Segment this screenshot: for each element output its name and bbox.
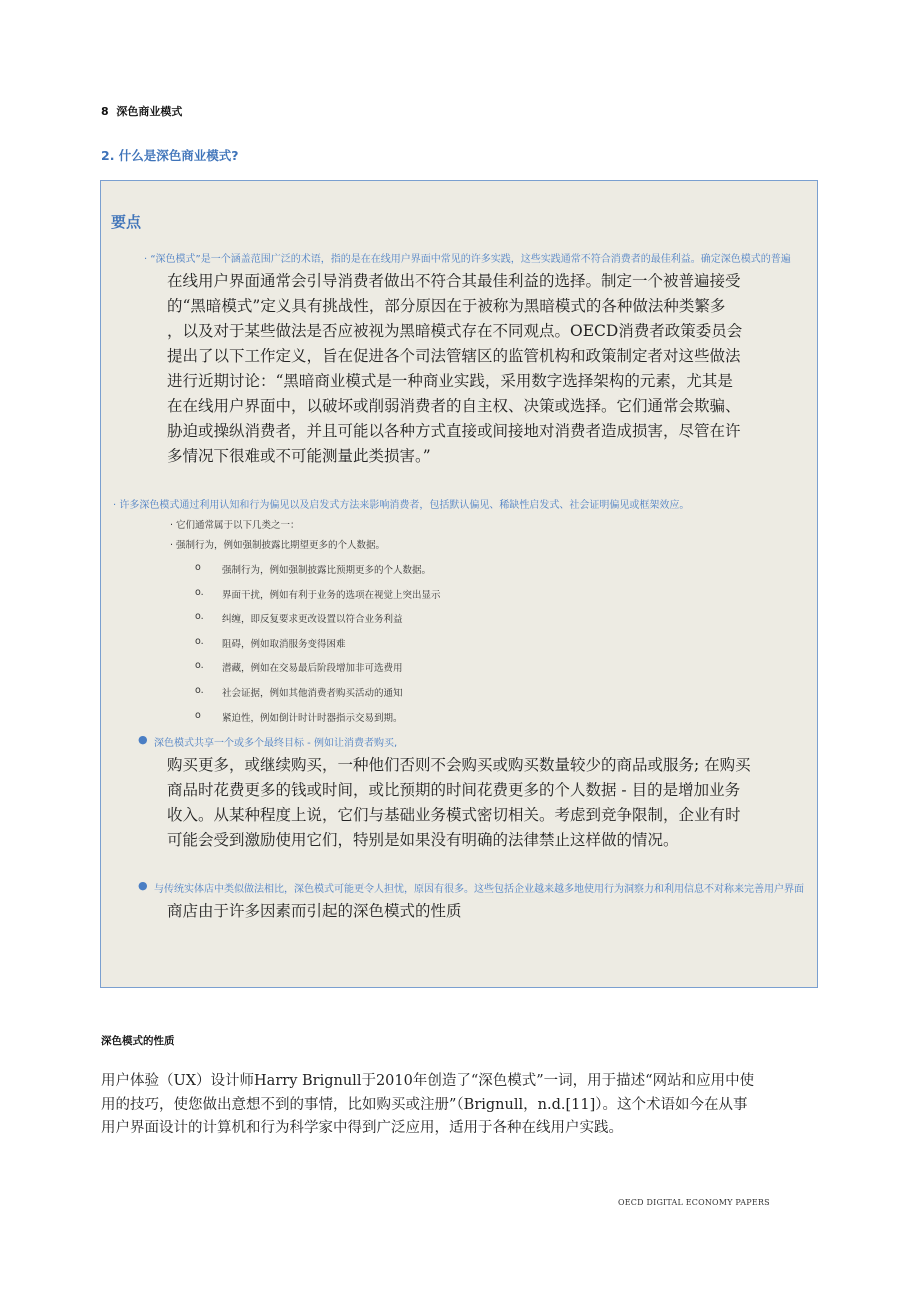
subsection-title: 深色模式的性质: [101, 1035, 175, 1047]
paragraph-line: 进行近期讨论：“黑暗商业模式是一种商业实践，采用数字选择架构的元素，尤其是: [167, 372, 733, 390]
bullet-concerns: 与传统实体店中类似做法相比，深色模式可能更令人担忧，原因有很多。这些包括企业越来越多地使用行为洞察力和利用信息不对称来完善用户界面: [154, 884, 804, 895]
category-item: 紧迫性，例如倒计时计时器指示交易到期。: [222, 713, 403, 724]
concerns-paragraph: [167, 899, 462, 924]
bullet-dot-icon: ●: [138, 879, 148, 892]
category-item: 潜藏，例如在交易最后阶段增加非可选费用: [222, 663, 403, 674]
paragraph-line: 商品时花费更多的钱或时间，或比预期的时间花费更多的个人数据 - 目的是增加业务: [167, 781, 741, 799]
category-item: 强制行为，例如强制披露比预期更多的个人数据。: [222, 565, 432, 576]
paragraph-line: 收入。从某种程度上说，它们与基础业务模式密切相关。考虑到竞争限制，企业有时: [167, 806, 741, 824]
paragraph-line: 在线用户界面通常会引导消费者做出不符合其最佳利益的选择。制定一个被普遍接受: [167, 272, 741, 290]
paragraph-line: ，以及对于某些做法是否应被视为黑暗模式存在不同观点。OECD消费者政策委员会: [167, 322, 743, 340]
list-marker: o.: [195, 611, 204, 622]
bullet-cognitive-bias: · 许多深色模式通过利用认知和行为偏见以及启发式方法来影响消费者，包括默认偏见、稀缺性启发式、社会证明偏见或框架效应。: [113, 500, 690, 511]
end-goals-paragraph: [167, 753, 751, 853]
paragraph-line: 可能会受到激励使用它们，特别是如果没有明确的法律禁止这样做的情况。: [167, 831, 679, 849]
category-item: 纠缠，即反复要求更改设置以符合业务利益: [222, 614, 403, 625]
list-marker: o.: [195, 636, 204, 647]
paragraph-line: 提出了以下工作定义，旨在促进各个司法管辖区的监管机构和政策制定者对这些做法: [167, 347, 741, 365]
paragraph-line: 购买更多，或继续购买，一种他们否则不会购买或购买数量较少的商品或服务; 在购买: [167, 756, 751, 774]
bullet-dot-icon: ●: [138, 733, 148, 746]
paragraph-line: 在在线用户界面中，以破坏或削弱消费者的自主权、决策或选择。它们通常会欺骗、: [167, 397, 741, 415]
list-marker: o.: [195, 660, 204, 671]
list-marker: o: [195, 710, 201, 721]
category-item: 界面干扰，例如有利于业务的选项在视觉上突出显示: [222, 590, 441, 601]
paragraph-line: 商店由于许多因素而引起的深色模式的性质: [167, 902, 462, 920]
page-footer: OECD DIGITAL ECONOMY PAPERS: [618, 1198, 770, 1207]
section-title: 2. 什么是深色商业模式?: [101, 148, 239, 163]
paragraph-line: 用户体验（UX）设计师Harry Brignull于2010年创造了“深色模式”一词，用于描述“网站和应用中使: [101, 1073, 755, 1089]
sub-bullet-categories-intro: · 它们通常属于以下几类之一：: [170, 520, 300, 531]
list-marker: o: [195, 562, 201, 573]
list-marker: o.: [195, 587, 204, 598]
bullet-end-goals: 深色模式共享一个或多个最终目标 - 例如让消费者购买,: [154, 738, 398, 749]
list-marker: o.: [195, 685, 204, 696]
paragraph-line: 用户界面设计的计算机和行为科学家中得到广泛应用，适用于各种在线用户实践。: [101, 1120, 623, 1136]
page-header: [101, 103, 182, 119]
category-item: 社会证据，例如其他消费者购买活动的通知: [222, 688, 403, 699]
sub-bullet-forced-action: · 强制行为，例如强制披露比期望更多的个人数据。: [170, 540, 386, 551]
paragraph-line: 多情况下很难或不可能测量此类损害。”: [167, 447, 431, 465]
page-header-title: 深色商业模式: [116, 105, 183, 118]
paragraph-line: 用的技巧，使您做出意想不到的事情，比如购买或注册”（Brignull，n.d.[11]）。这个术语如今在从事: [101, 1096, 748, 1113]
category-item: 阻碍，例如取消服务变得困难: [222, 639, 346, 650]
bullet-dark-patterns-definition: · “深色模式”是一个涵盖范围广泛的术语，指的是在在线用户界面中常见的许多实践，这些实践通常不符合消费者的最佳利益。确定深色模式的普遍: [144, 254, 791, 265]
paragraph-line: 胁迫或操纵消费者，并且可能以各种方式直接或间接地对消费者造成损害，尽管在许: [167, 422, 741, 440]
page-number: 8: [101, 105, 109, 118]
body-paragraph: [101, 1070, 754, 1141]
key-points-title: 要点: [111, 213, 142, 231]
paragraph-line: 的“黑暗模式”定义具有挑战性，部分原因在于被称为黑暗模式的各种做法种类繁多: [167, 297, 726, 315]
definition-paragraph: [167, 269, 742, 469]
